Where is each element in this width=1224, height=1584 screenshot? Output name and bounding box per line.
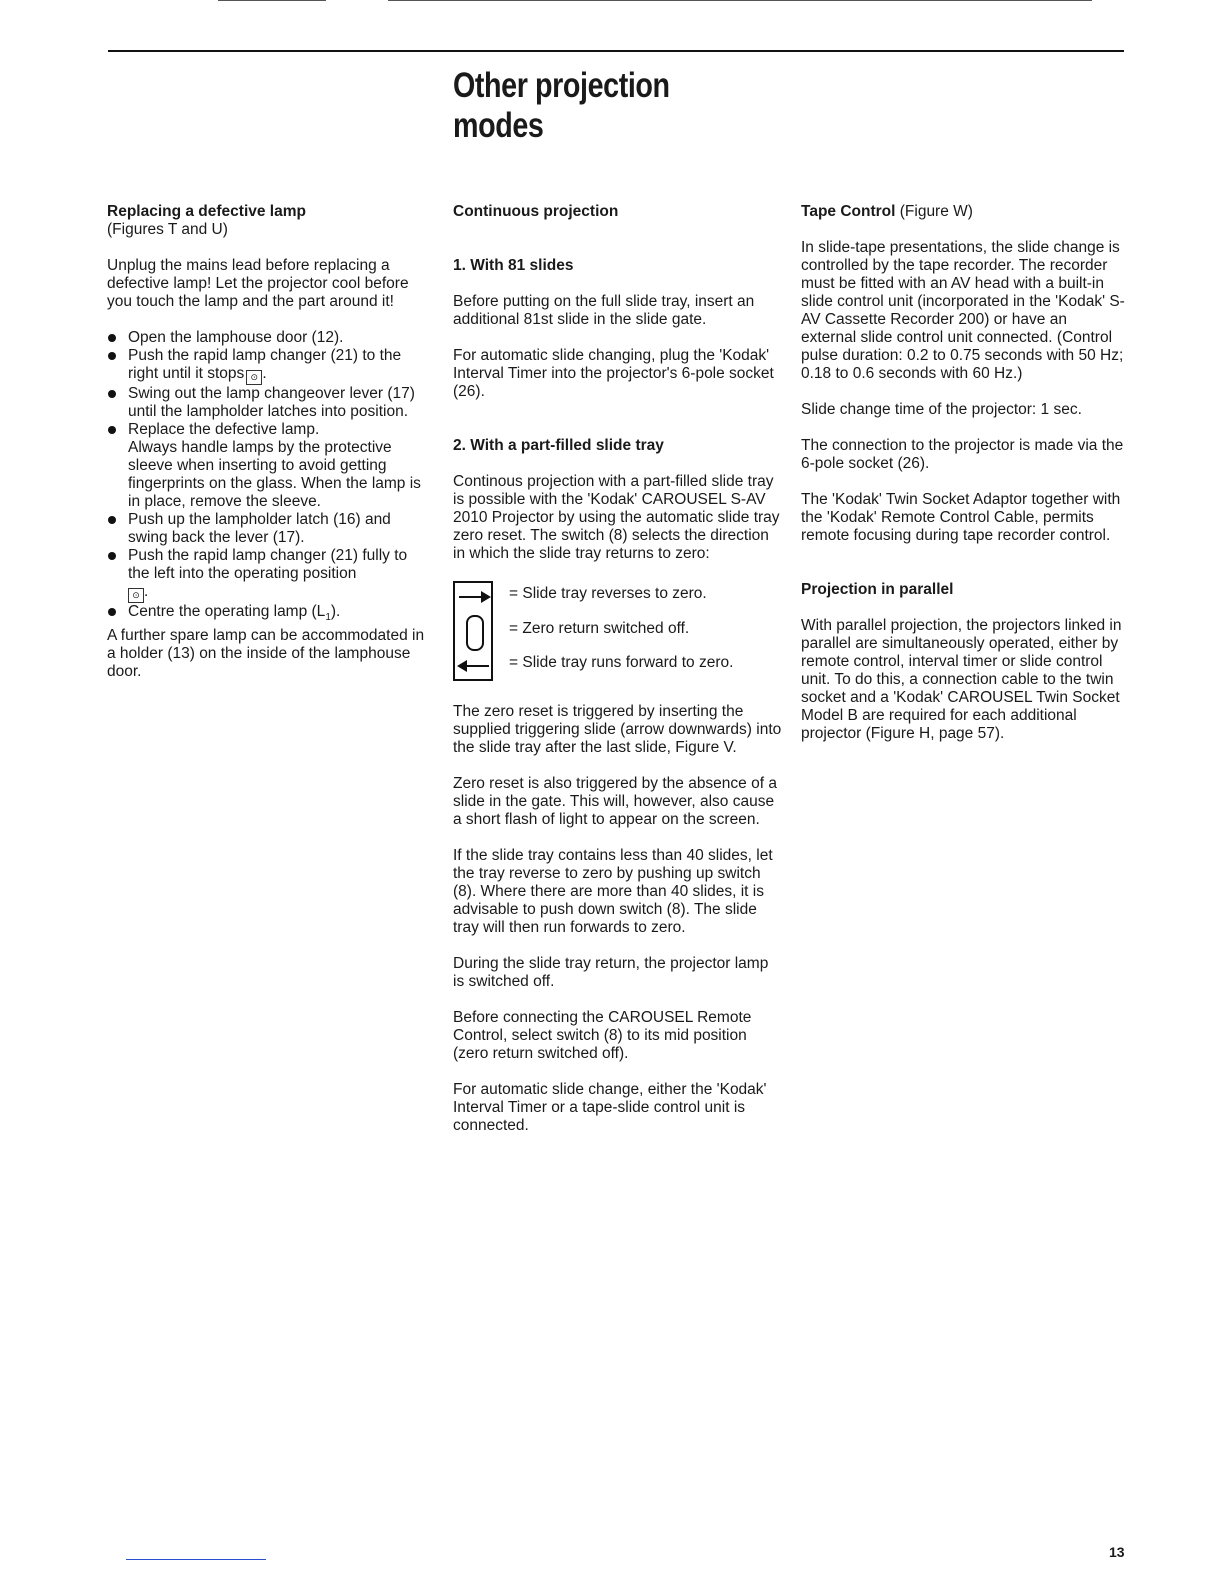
header-rule — [108, 50, 1124, 52]
closing-text: A further spare lamp can be accommodated in a holder (13) on the inside of the lamphouse door. — [107, 627, 425, 681]
paragraph: Before putting on the full slide tray, insert an additional 81st slide in the slide gate. — [453, 293, 755, 328]
bullet-icon — [108, 426, 116, 434]
paragraph: If the slide tray contains less than 40 slides, let the tray reverse to zero by pushing up switch (8). Where there are more than 40 slides, it is advisable to push down switch (8). The slide tray will then run forwards to zero. — [453, 847, 773, 936]
warning-text: Unplug the mains lead before replacing a defective lamp! Let the projector cool before you touch the lamp and the part around it! — [107, 257, 409, 310]
bullet-icon — [108, 390, 116, 398]
section-heading: Tape Control (Figure W) — [801, 203, 973, 220]
paragraph: The connection to the projector is made via the 6-pole socket (26). — [801, 437, 1124, 472]
operating-position-symbol-icon: ⊙ — [128, 588, 144, 603]
top-border-fragment — [218, 0, 326, 1]
list-item: Centre the operating lamp $(L_1)$. — [107, 603, 432, 627]
footer-rule — [126, 1559, 266, 1560]
paragraph: In slide-tape presentations, the slide change is controlled by the tape recorder. The recorder must be fitted with an AV head with a built-in slide control unit (incorporated in the 'Kodak' S-AV Cassette Recorder 200) or have an external slide control unit connected. (Control pulse duration: 0.2 to 0.75 seconds with 50 Hz; 0.18 to 0.6 seconds with 60 Hz.) — [801, 239, 1125, 382]
legend-item: = Slide tray reverses to zero. — [509, 585, 707, 602]
paragraph: Zero reset is also triggered by the absence of a slide in the gate. This will, however, also cause a short flash of light to appear on the screen. — [453, 775, 777, 828]
arrow-right-icon — [459, 596, 489, 598]
section-heading: Replacing a defective lamp — [107, 203, 306, 220]
subsection-heading: 2. With a part-filled slide tray — [453, 437, 664, 454]
stop-position-symbol-icon: ⊙ — [246, 370, 262, 385]
switch-diagram — [453, 581, 493, 681]
bullet-icon — [108, 552, 116, 560]
paragraph: Before connecting the CAROUSEL Remote Control, select switch (8) to its mid position (zero return switched off). — [453, 1009, 752, 1062]
page-number: 13 — [1109, 1544, 1125, 1560]
title-line-1: Other projection — [453, 66, 670, 105]
figure-reference: (Figures T and U) — [107, 221, 228, 238]
paragraph: The zero reset is triggered by inserting the supplied triggering slide (arrow downwards) into the slide tray after the last slide, Figure V. — [453, 703, 782, 756]
top-border-fragment — [388, 0, 1092, 1]
paragraph: During the slide tray return, the projector lamp is switched off. — [453, 955, 769, 990]
bullet-icon — [108, 352, 116, 360]
bullet-icon — [108, 516, 116, 524]
list-item: Push the rapid lamp changer (21) fully to the left into the operating position ⊙ . — [107, 547, 432, 603]
paragraph: For automatic slide change, either the 'Kodak' Interval Timer or a tape-slide control unit is connected. — [453, 1081, 767, 1134]
column-tape-control — [801, 203, 1126, 743]
paragraph: Continous projection with a part-filled slide tray is possible with the 'Kodak' CAROUSEL S-AV 2010 Projector by using the automatic slide tray zero reset. The switch (8) selects the direction in which the slide tray returns to zero: — [453, 473, 780, 562]
column-lamp-replacement — [107, 203, 432, 681]
legend-item: = Slide tray runs forward to zero. — [509, 654, 734, 671]
bullet-icon — [108, 334, 116, 342]
zero-icon — [466, 615, 484, 651]
list-item: Open the lamphouse door (12). — [107, 329, 432, 347]
list-item: Replace the defective lamp. Always handle lamps by the protective sleeve when inserting to avoid getting fingerprints on the glass. When the lamp is in place, remove the sleeve. — [107, 421, 432, 511]
steps-list — [107, 329, 432, 627]
page-title — [453, 66, 670, 146]
legend-item: = Zero return switched off. — [509, 620, 690, 637]
list-item: Push the rapid lamp changer (21) to the right until it stops ⊙ . — [107, 347, 432, 385]
list-item: Push up the lampholder latch (16) and swing back the lever (17). — [107, 511, 432, 547]
switch-legend — [453, 581, 783, 685]
column-continuous-projection — [453, 203, 783, 1135]
bullet-icon — [108, 608, 116, 616]
paragraph: The 'Kodak' Twin Socket Adaptor together with the 'Kodak' Remote Control Cable, permits remote focusing during tape recorder control. — [801, 491, 1121, 544]
arrow-left-icon — [459, 665, 489, 667]
section-heading: Continuous projection — [453, 203, 619, 220]
section-heading: Projection in parallel — [801, 581, 954, 598]
paragraph: Slide change time of the projector: 1 sec. — [801, 401, 1082, 418]
subsection-heading: 1. With 81 slides — [453, 257, 574, 274]
step-note: Always handle lamps by the protective sleeve when inserting to avoid getting fingerprints on the glass. When the lamp is in place, remove the sleeve. — [128, 439, 421, 510]
list-item: Swing out the lamp changeover lever (17) until the lampholder latches into position. — [107, 385, 432, 421]
paragraph: With parallel projection, the projectors linked in parallel are simultaneously operated, either by remote control, interval timer or slide control unit. To do this, a connection cable to the twin socket and a 'Kodak' CAROUSEL Twin Socket Model B are required for each additional projector (Figure H, page 57). — [801, 617, 1122, 742]
paragraph: For automatic slide changing, plug the 'Kodak' Interval Timer into the projector's 6-pole socket (26). — [453, 347, 774, 400]
title-line-2: modes — [453, 106, 544, 145]
